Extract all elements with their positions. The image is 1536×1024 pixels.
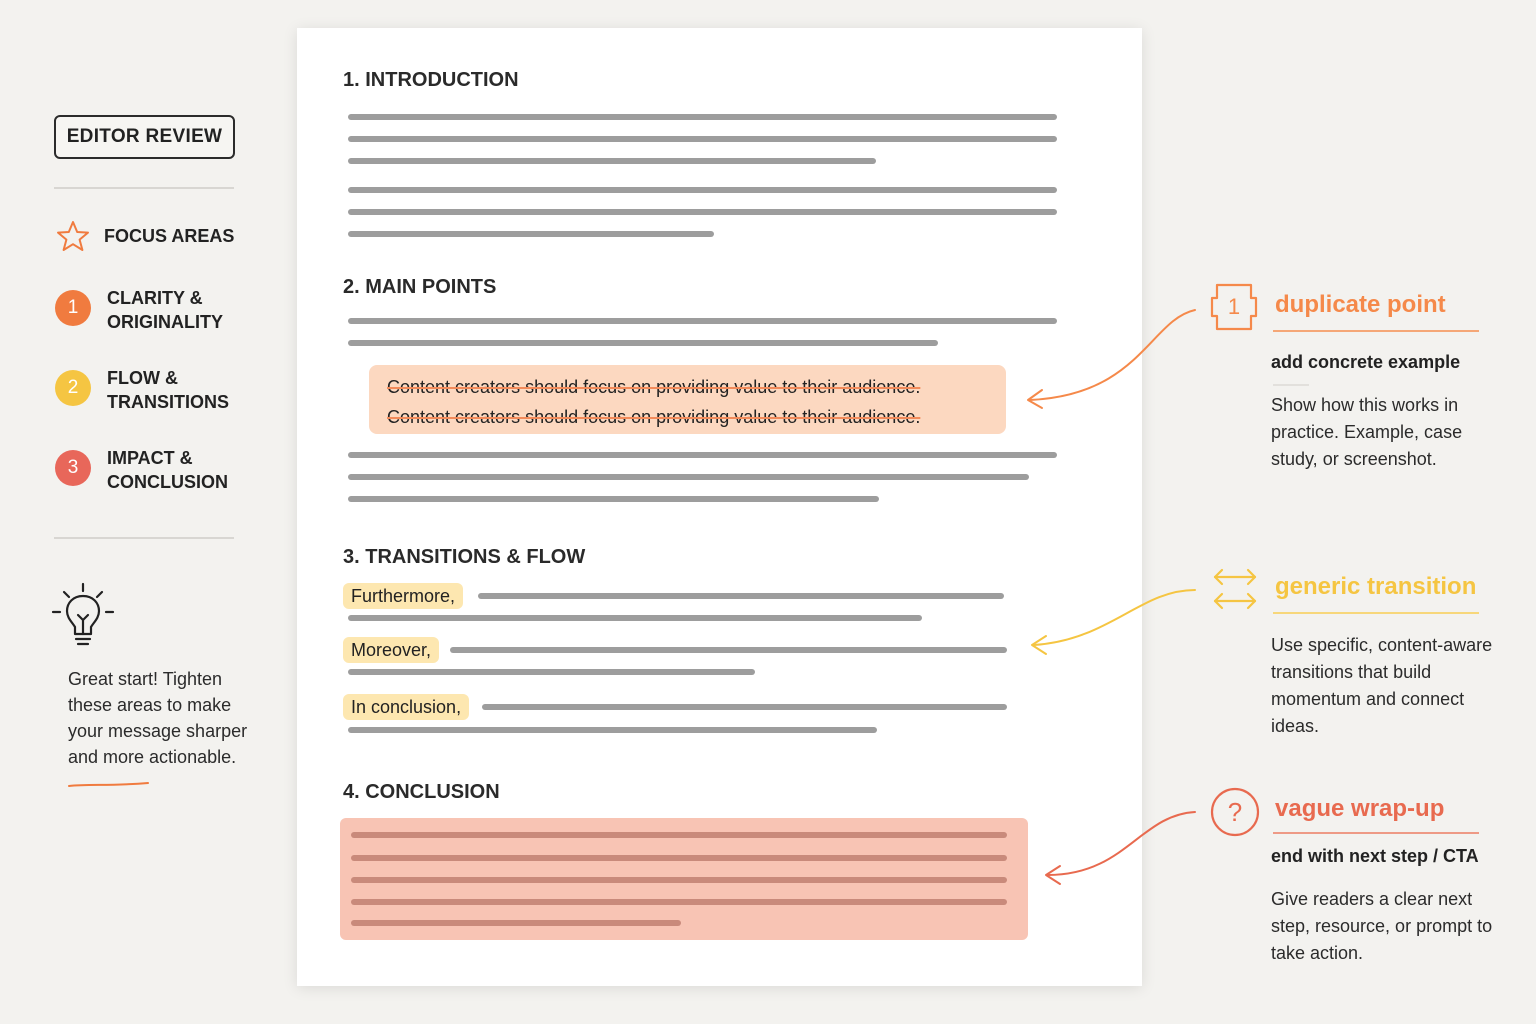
text-line — [351, 877, 1007, 883]
text-line — [450, 647, 1007, 653]
text-line — [348, 209, 1057, 215]
text-line — [348, 318, 1057, 324]
star-icon — [56, 220, 90, 252]
question-icon — [1210, 787, 1260, 837]
sidebar-divider — [54, 187, 234, 189]
transition-chip: Moreover, — [343, 637, 439, 663]
underline-squiggle — [68, 780, 150, 790]
duplicate-sentence: Content creators should focus on providing value to their audience. — [387, 377, 921, 397]
icon-number: 1 — [1227, 294, 1241, 319]
number-badge: 3 — [55, 450, 91, 486]
text-line — [351, 832, 1007, 838]
icon-question-mark: ? — [1227, 797, 1243, 827]
annotation-rule — [1273, 832, 1479, 834]
document-page — [297, 28, 1142, 986]
conclusion-highlight — [340, 818, 1028, 940]
duplicate-highlight — [369, 365, 1006, 434]
section-heading-introduction: 1. INTRODUCTION — [343, 69, 519, 91]
text-line — [478, 593, 1004, 599]
section-heading-conclusion: 4. CONCLUSION — [343, 781, 500, 803]
annotation-body: Give readers a clear next step, resource, or prompt to take action. — [1271, 889, 1493, 963]
text-line — [351, 899, 1007, 905]
text-line — [348, 187, 1057, 193]
text-line — [348, 340, 938, 346]
text-line — [482, 704, 1007, 710]
text-line — [348, 114, 1057, 120]
duplicate-sentence: Content creators should focus on providing value to their audience. — [387, 407, 921, 427]
annotation-rule — [1273, 612, 1479, 614]
annotation-subtitle: end with next step / CTA — [1271, 846, 1479, 866]
sidebar-divider — [54, 537, 234, 539]
text-line — [351, 920, 681, 926]
annotation-subtitle: add concrete example — [1271, 352, 1461, 372]
focus-areas-heading — [56, 220, 234, 252]
section-heading-transitions: 3. TRANSITIONS & FLOW — [343, 546, 586, 568]
text-line — [348, 136, 1057, 142]
number-one-icon — [1209, 282, 1259, 332]
number-badge: 1 — [55, 290, 91, 326]
annotation-subrule — [1273, 384, 1309, 386]
focus-item-label: FLOW & TRANSITIONS — [107, 368, 230, 412]
double-arrow-icon — [1211, 565, 1259, 613]
text-line — [348, 158, 876, 164]
transition-chip: In conclusion, — [343, 694, 469, 720]
tip-text: Great start! Tighten these areas to make your message sharper and more actionable. — [68, 669, 248, 767]
text-line — [348, 727, 877, 733]
focus-item-label: CLARITY & ORIGINALITY — [107, 288, 223, 332]
transition-chip: Furthermore, — [343, 583, 463, 609]
annotation-body: Use specific, content-aware transitions that build momentum and connect ideas. — [1271, 635, 1493, 736]
focus-item-clarity — [55, 286, 247, 334]
text-line — [351, 855, 1007, 861]
lightbulb-icon — [51, 582, 115, 652]
focus-areas-title: FOCUS AREAS — [104, 225, 235, 246]
number-badge: 2 — [55, 370, 91, 406]
focus-item-flow — [55, 366, 247, 414]
annotation-title-duplicate: duplicate point — [1275, 291, 1446, 318]
section-heading-main-points: 2. MAIN POINTS — [343, 276, 497, 298]
annotation-rule — [1273, 330, 1479, 332]
annotation-title-transition: generic transition — [1275, 573, 1477, 600]
editor-review-badge: EDITOR REVIEW — [54, 115, 235, 159]
text-line — [348, 452, 1057, 458]
focus-item-label: IMPACT & CONCLUSION — [107, 448, 228, 492]
annotation-body: Show how this works in practice. Example, case study, or screenshot. — [1271, 395, 1463, 469]
text-line — [348, 615, 922, 621]
focus-item-impact — [55, 446, 247, 494]
text-line — [348, 496, 879, 502]
annotation-title-wrapup: vague wrap-up — [1275, 795, 1445, 822]
text-line — [348, 669, 755, 675]
text-line — [348, 231, 714, 237]
text-line — [348, 474, 1029, 480]
